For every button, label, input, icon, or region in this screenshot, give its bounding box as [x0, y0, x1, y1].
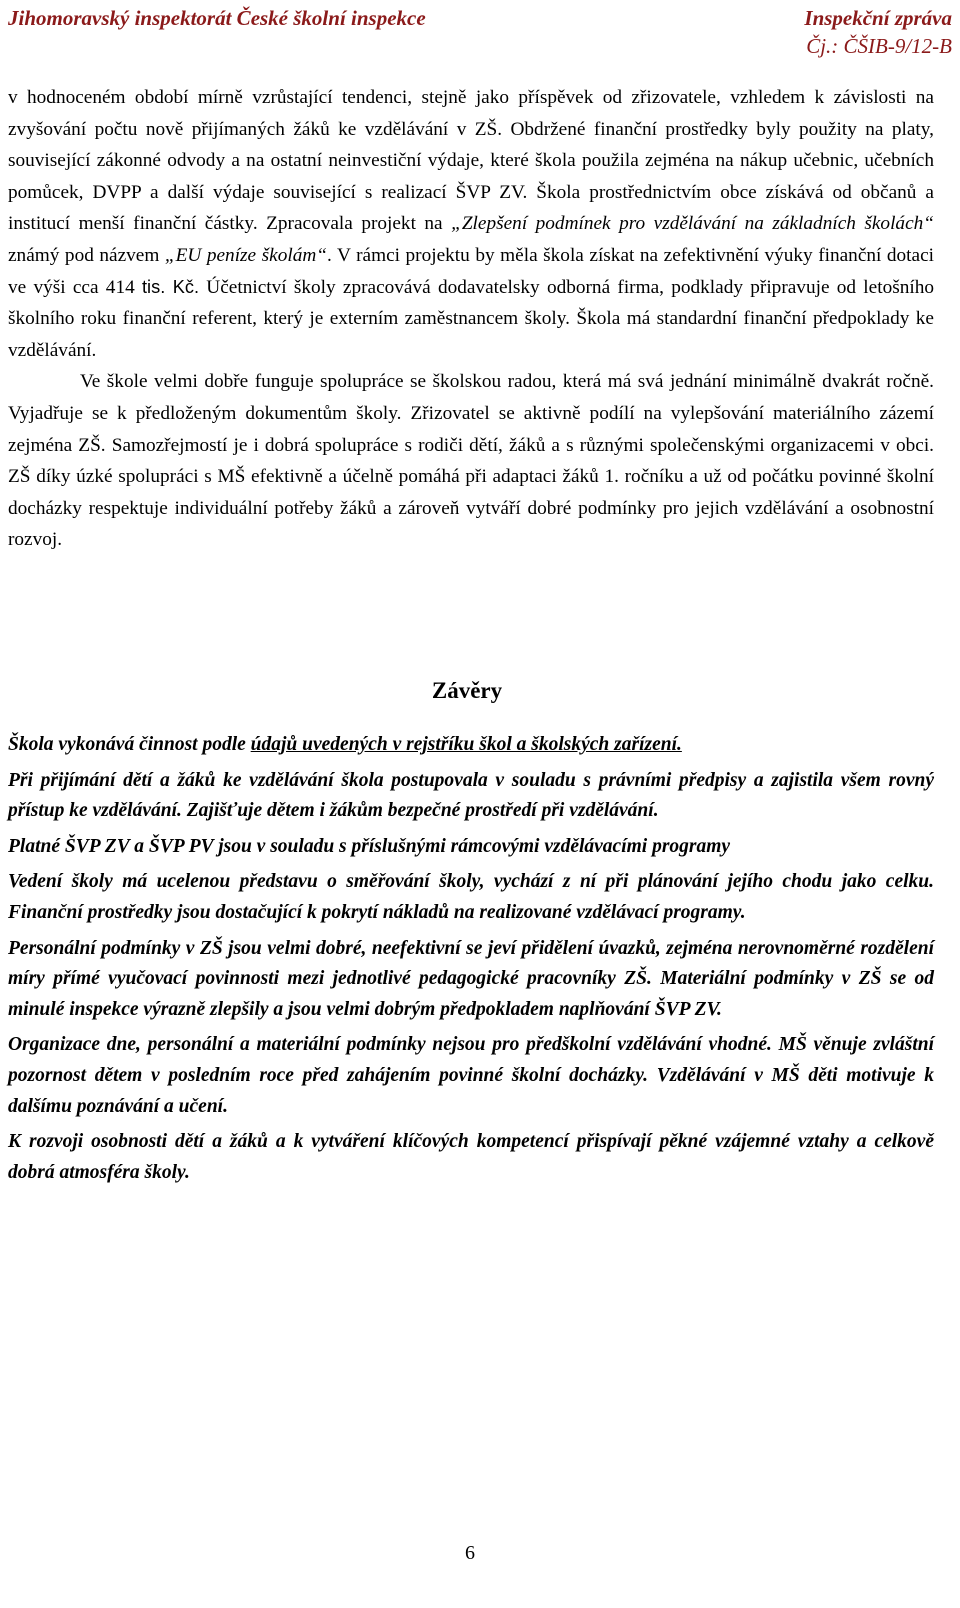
paragraph-cooperation: Ve škole velmi dobře funguje spolupráce se školskou radou, která má svá jednání minimálně dvakrát ročně. Vyjadřuje se k předloženým dokumentům školy. Zřizovatel se aktivně podílí na vylepšování materiálního zázemí zejména ZŠ. Samozřejmostí je i dobrá spolupráce s rodiči dětí, žáků a s různými společenskými organizacemi v obci. ZŠ díky úzké spolupráci s MŠ efektivně a účelně pomáhá při adaptaci žáků 1. ročníku a už od počátku povinné školní docházky respektuje individuální potřeby žáků a zároveň vytváří dobré podmínky pro jejich vzdělávání a osobnostní rozvoj.	[8, 371, 934, 551]
project-title: „Zlepšení podmínek pro vzdělávání na základních školách“	[451, 213, 934, 235]
currency-text: tis. Kč.	[142, 276, 200, 297]
header-report-info	[804, 4, 952, 60]
header-report-title: Inspekční zpráva	[804, 6, 952, 30]
conclusions-list	[8, 730, 934, 1193]
paragraph-finance-part-4: . V rámci projektu by měla škola získat na zefektivnění výuky finanční dotaci ve výši cca 414	[8, 244, 935, 298]
main-text	[8, 82, 934, 556]
conclusion-item: Platné ŠVP ZV a ŠVP PV jsou v souladu s příslušnými rámcovými vzdělávacími programy	[8, 835, 731, 857]
header-inspectorate-title: Jihomoravský inspektorát České školní inspekce	[8, 6, 426, 30]
paragraph-finance-part-2: Zpracovala projekt na	[257, 213, 452, 235]
header-reference-number: Čj.: ČŠIB-9/12-B	[806, 34, 952, 58]
conclusions-heading: Závěry	[431, 678, 503, 703]
paragraph-finance	[8, 82, 934, 366]
paragraph-finance-part-3: známý pod názvem	[8, 244, 165, 266]
conclusion-item: Vedení školy má ucelenou představu o směřování školy, vychází z ní při plánování jejího chodu jako celku. Finanční prostředky jsou dostačující k pokrytí nákladů na realizované vzdělávací programy.	[8, 871, 934, 923]
paragraph-finance-part-1: v hodnoceném období mírně vzrůstající tendenci, stejně jako příspěvek od zřizovatele, vzhledem k závislosti na zvyšování počtu nově přijímaných žáků ke vzdělávání v ZŠ. Obdržené finanční prostředky byly použity na platy, související zákonné odvody a na ostatní neinvestiční výdaje, které škola použila zejména na nákup učebnic, učebních pomůcek, DVPP a další výdaje související s realizací ŠVP ZV. Škola prostřednictvím obce získává od občanů a institucí menší finanční částky.	[8, 87, 934, 235]
paragraph-finance-part-5: Účetnictví školy zpracovává dodavatelsky odborná firma, podklady připravuje od letošního školního roku finanční referent, který je externím zaměstnancem školy. Škola má standardní finanční předpoklady ke vzdělávání.	[8, 276, 935, 361]
conclusion-item: Při přijímání dětí a žáků ke vzdělávání škola postupovala v souladu s právními předpisy a zajistila všem rovný přístup ke vzdělávání. Zajišťuje dětem i žákům bezpečné prostředí při vzdělávání.	[8, 769, 934, 822]
project-name: „EU peníze školám“	[164, 244, 327, 266]
page-number: 6	[465, 1542, 475, 1564]
conclusion-1-underlined: údajů uvedených v rejstříku škol a školských zařízení.	[250, 734, 682, 755]
conclusion-1-text: Škola vykonává činnost podle	[8, 734, 251, 755]
conclusion-item: K rozvoji osobnosti dětí a žáků a k vytváření klíčových kompetencí přispívají pěkné vzájemné vztahy a celkově dobrá atmosféra školy.	[8, 1131, 934, 1183]
conclusion-item: Organizace dne, personální a materiální podmínky nejsou pro předškolní vzdělávání vhodné. MŠ věnuje zvláštní pozornost dětem v posledním roce před zahájením povinné školní docházky. Vzdělávání v MŠ děti motivuje k dalšímu poznávání a učení.	[8, 1034, 934, 1117]
conclusion-item	[8, 730, 934, 761]
page-header	[8, 4, 952, 64]
conclusion-item: Personální podmínky v ZŠ jsou velmi dobré, neefektivní se jeví přidělení úvazků, zejména nerovnoměrné rozdělení míry přímé vyučovací povinnosti mezi jednotlivé pedagogické pracovníky ZŠ. Materiální podmínky v ZŠ se od minulé inspekce výrazně zlepšily a jsou velmi dobrým předpokladem naplňování ŠVP ZV.	[8, 937, 934, 1020]
